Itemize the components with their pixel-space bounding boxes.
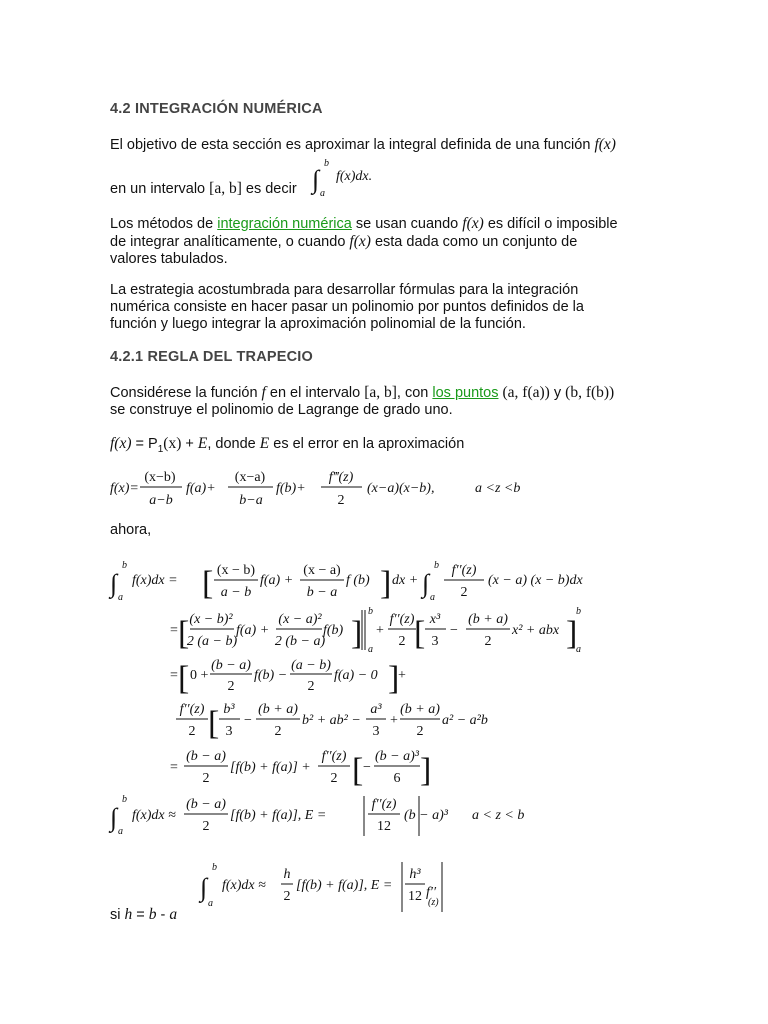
- frac-den: 2 (a − b): [186, 634, 238, 649]
- section-title: 4.2 INTEGRACIÓN NUMÉRICA: [110, 101, 323, 117]
- paragraph-objective: [110, 136, 680, 154]
- link-los-puntos[interactable]: los puntos: [432, 385, 499, 401]
- frac-num: f′′(z): [389, 612, 415, 627]
- math-fx: f(x): [110, 435, 132, 452]
- eq-term: f(a) +: [236, 623, 270, 638]
- bracket-left: [: [208, 705, 220, 742]
- text: se construye el polinomio de Lagrange de grado uno.: [110, 402, 453, 418]
- math-b: b: [148, 906, 157, 923]
- eq-equals: =: [170, 760, 178, 775]
- paragraph-strategy: [110, 282, 680, 333]
- eq-minus: −: [363, 760, 371, 775]
- eq-lhs: f(x)=: [110, 481, 139, 496]
- math-f: f: [261, 384, 266, 401]
- integral-lower-limit: a: [208, 898, 213, 909]
- frac-num: f′′(z): [179, 702, 205, 717]
- paragraph-methods: [110, 215, 680, 268]
- math-E: E: [197, 435, 208, 452]
- eq-term: b² + ab² −: [302, 713, 361, 728]
- text: esta dada como un conjunto de: [370, 234, 578, 250]
- frac-den: 3: [431, 634, 439, 649]
- frac-num: (x − a): [303, 563, 341, 578]
- bracket-right: ]: [420, 752, 432, 789]
- frac-num: (b − a): [186, 797, 226, 812]
- frac-den: 2 (b − a): [274, 634, 326, 649]
- text: Los métodos de: [110, 216, 218, 232]
- frac-den: 2: [283, 889, 291, 904]
- text: -: [156, 907, 170, 923]
- math-arg: (x): [163, 435, 182, 452]
- frac-den: 2: [202, 819, 210, 834]
- text: en un intervalo: [110, 181, 210, 197]
- frac-den: 3: [225, 724, 233, 739]
- definite-integral-formula: [312, 156, 402, 200]
- frac-num: a³: [370, 702, 382, 717]
- integral-upper-limit: b: [212, 862, 217, 873]
- subsection-title: 4.2.1 REGLA DEL TRAPECIO: [110, 349, 314, 365]
- eq-plus: +: [376, 623, 384, 638]
- math-E: E: [259, 435, 270, 452]
- frac-den: 2: [398, 634, 406, 649]
- eq-term: f′′: [426, 885, 437, 900]
- paragraph-error: [110, 435, 680, 458]
- eq-plus: +: [390, 713, 398, 728]
- integral-lower-limit: a: [430, 592, 435, 603]
- text: , donde: [207, 436, 260, 452]
- frac-den: 12: [408, 889, 422, 904]
- eq-condition: a <z <b: [475, 481, 521, 496]
- paragraph-lagrange: [110, 384, 690, 419]
- eq-equals: =: [170, 668, 178, 683]
- eq-term: (b − a)³: [404, 808, 448, 823]
- eval-upper-limit: b: [576, 606, 581, 617]
- frac-num: f′′(z): [451, 563, 477, 578]
- frac-num: (b − a): [211, 658, 251, 673]
- math-point-b: (b, f(b)): [565, 384, 615, 401]
- equation-evaluated: [110, 655, 450, 697]
- bracket-left: [: [414, 615, 426, 652]
- integral-sign: ∫: [422, 569, 430, 598]
- frac-den: 2: [227, 679, 235, 694]
- eq-plus: +: [398, 668, 406, 683]
- frac-den: b − a: [306, 585, 338, 600]
- frac-den: 6: [393, 771, 401, 786]
- text: y: [549, 385, 566, 401]
- integral-lower-limit: a: [118, 826, 123, 837]
- frac-den: b−a: [239, 493, 263, 508]
- eq-minus: −: [244, 713, 252, 728]
- frac-num: (b − a)³: [375, 749, 419, 764]
- text: se usan cuando: [351, 216, 463, 232]
- equation-simplified: [110, 744, 440, 790]
- frac-den: 2: [202, 771, 210, 786]
- text: de integrar analíticamente, o cuando: [110, 234, 350, 250]
- frac-num: f‴(z): [328, 470, 354, 485]
- eq-condition: a < z < b: [472, 808, 525, 823]
- frac-den: 2: [460, 585, 468, 600]
- text: es el error en la aproximación: [269, 436, 465, 452]
- link-integracion-numerica[interactable]: integración numérica: [217, 216, 352, 232]
- equation-lagrange: [110, 466, 540, 512]
- frac-num: (x−b): [144, 470, 176, 485]
- eq-subscript: (z): [428, 897, 439, 908]
- frac-num: (x − b): [216, 563, 256, 578]
- eq-term: dx +: [392, 573, 419, 588]
- bracket-left: [: [202, 565, 214, 602]
- integral-lower-limit: a: [320, 188, 325, 199]
- math-interval: [a, b]: [209, 180, 242, 197]
- math-fx: f(x): [594, 136, 616, 153]
- frac-num: (b + a): [400, 702, 440, 717]
- eq-equals: =: [170, 623, 178, 638]
- frac-den: 2: [484, 634, 492, 649]
- eq-term: [f(b) + f(a)], E =: [296, 878, 393, 893]
- text: =: [131, 436, 149, 452]
- frac-num: (x − a)²: [278, 612, 322, 627]
- frac-den: 12: [377, 819, 391, 834]
- eq-term: x² + abx: [512, 623, 560, 638]
- equation-antiderivative: [110, 604, 581, 656]
- text: La estrategia acostumbrada para desarrollar fórmulas para la integración: [110, 282, 579, 298]
- text: función y luego integrar la aproximación polinomial de la función.: [110, 316, 526, 332]
- frac-den: 2: [337, 493, 345, 508]
- text: numérica consiste en hacer pasar un polinomio por puntos definidos de la: [110, 299, 584, 315]
- eq-lhs: f(x)dx ≈: [222, 878, 266, 893]
- math-subscript: 1: [157, 443, 164, 455]
- frac-den: a−b: [149, 493, 173, 508]
- integrand: f(x)dx.: [336, 169, 373, 184]
- integral-upper-limit: b: [324, 158, 329, 169]
- integral-sign: ∫: [110, 569, 118, 598]
- eq-term: f(b) −: [254, 668, 288, 683]
- frac-num: (x − b)²: [189, 612, 233, 627]
- bracket-left: [: [178, 660, 190, 697]
- eq-term: f(a) +: [260, 573, 294, 588]
- frac-num: f′′(z): [371, 797, 397, 812]
- eq-term: a² − a²b: [442, 713, 488, 728]
- frac-num: (x−a): [234, 470, 266, 485]
- frac-num: f′′(z): [321, 749, 347, 764]
- eq-minus: −: [450, 623, 458, 638]
- text: +: [181, 436, 198, 452]
- frac-den: 2: [330, 771, 338, 786]
- text: es decir: [241, 181, 297, 197]
- frac-den: 2: [274, 724, 282, 739]
- frac-den: 2: [416, 724, 424, 739]
- eval-lower-limit: a: [576, 644, 581, 655]
- bracket-right: ]: [388, 660, 400, 697]
- equation-trapezoid-rule: [110, 792, 550, 840]
- bracket-right: ]: [380, 565, 392, 602]
- eq-term: [f(b) + f(a)] +: [230, 760, 311, 775]
- integral-upper-limit: b: [434, 560, 439, 571]
- frac-den: 2: [188, 724, 196, 739]
- integral-sign: ∫: [110, 803, 118, 832]
- paragraph-ahora: ahora,: [110, 522, 152, 538]
- paragraph-h-definition: [110, 906, 680, 924]
- integral-sign: ∫: [200, 873, 208, 902]
- frac-den: 3: [372, 724, 380, 739]
- text: El objetivo de esta sección es aproximar la integral definida de una función: [110, 137, 595, 153]
- eq-lhs: f(x)dx =: [132, 573, 178, 588]
- text: es difícil o imposible: [483, 216, 618, 232]
- frac-den: a − b: [220, 585, 252, 600]
- eq-lhs: f(x)dx ≈: [132, 808, 176, 823]
- frac-num: (a − b): [291, 658, 331, 673]
- frac-num: x³: [429, 612, 441, 627]
- math-interval: [a, b]: [364, 384, 397, 401]
- frac-num: (b − a): [186, 749, 226, 764]
- text: =: [132, 907, 149, 923]
- eval-upper-limit: b: [368, 606, 373, 617]
- math-point-a: (a, f(a)): [502, 384, 550, 401]
- bracket-left: [: [178, 615, 190, 652]
- integral-upper-limit: b: [122, 794, 127, 805]
- text: si: [110, 907, 125, 923]
- eq-term: f(b)+: [276, 481, 306, 496]
- eq-term: f(a) − 0: [334, 668, 378, 683]
- text: Considérese la función: [110, 385, 262, 401]
- text: valores tabulados.: [110, 251, 228, 267]
- eq-term: f (b): [346, 573, 370, 588]
- eq-term: f(a)+: [186, 481, 216, 496]
- eq-term: 0 +: [190, 668, 209, 683]
- integral-lower-limit: a: [118, 592, 123, 603]
- text: , con: [396, 385, 433, 401]
- eq-term: [f(b) + f(a)], E =: [230, 808, 327, 823]
- frac-num: (b + a): [258, 702, 298, 717]
- math-P: P: [148, 436, 158, 452]
- bracket-right: ]: [351, 615, 363, 652]
- frac-num: (b + a): [468, 612, 508, 627]
- math-fx: f(x): [349, 233, 371, 250]
- integral-sign: ∫: [312, 165, 320, 194]
- equation-second-term: [110, 697, 488, 743]
- eval-lower-limit: a: [368, 644, 373, 655]
- integral-upper-limit: b: [122, 560, 127, 571]
- frac-num: h: [283, 867, 291, 882]
- frac-num: b³: [223, 702, 235, 717]
- frac-num: h³: [409, 867, 421, 882]
- math-h: h: [124, 906, 133, 923]
- eq-term: (x − a) (x − b)dx: [488, 573, 583, 588]
- math-fx: f(x): [462, 215, 484, 232]
- eq-term: (x−a)(x−b),: [367, 481, 435, 496]
- bracket-right: ]: [566, 615, 578, 652]
- bracket-left: [: [352, 752, 364, 789]
- frac-den: 2: [307, 679, 315, 694]
- equation-integral-expansion: [110, 556, 583, 606]
- text: en el intervalo: [265, 385, 365, 401]
- eq-term: f(b): [323, 623, 344, 638]
- math-a: a: [169, 906, 178, 923]
